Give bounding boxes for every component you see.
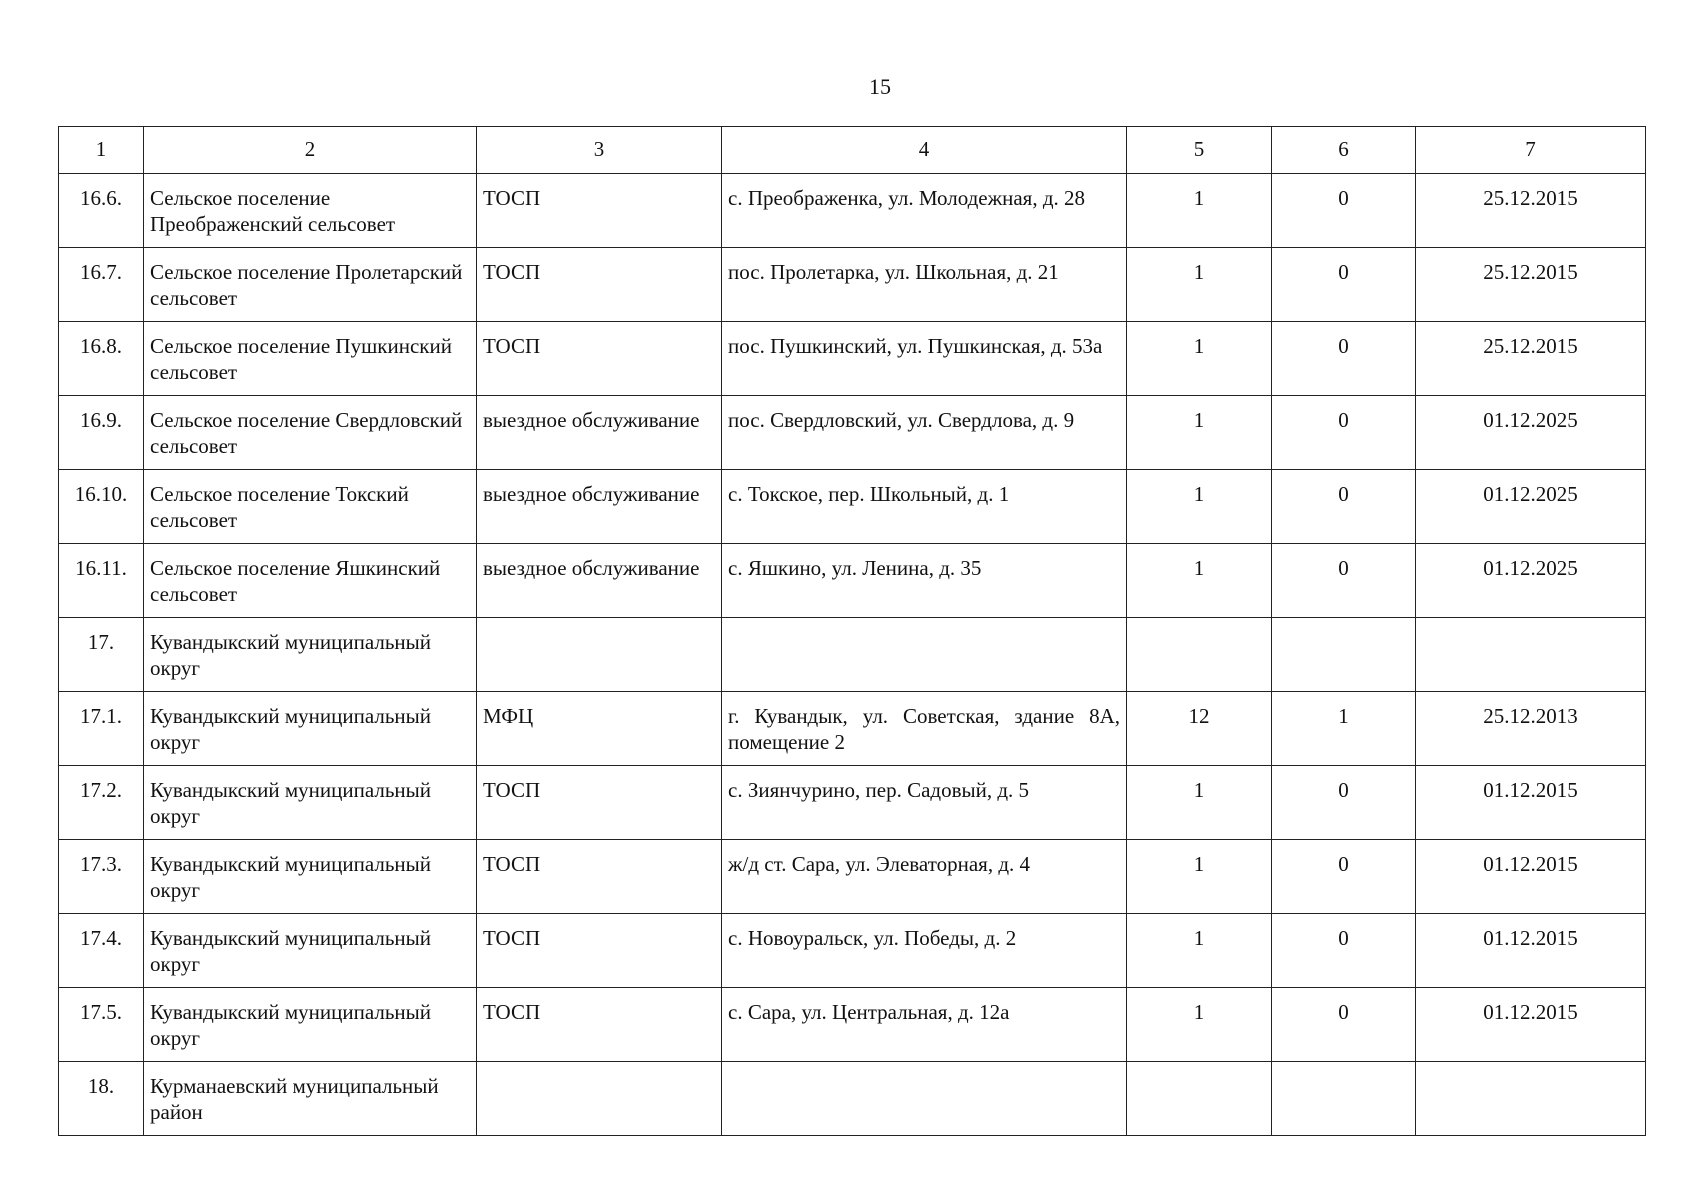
row-number: 17. <box>59 618 144 692</box>
date: 25.12.2015 <box>1416 322 1646 396</box>
column-6-value: 0 <box>1272 766 1416 840</box>
row-number: 16.7. <box>59 248 144 322</box>
row-number: 16.10. <box>59 470 144 544</box>
column-6-value: 0 <box>1272 914 1416 988</box>
table-row <box>59 988 1646 1062</box>
column-header-7: 7 <box>1416 127 1646 174</box>
municipality-name: Сельское поселение Пушкинский сельсовет <box>144 322 477 396</box>
row-number: 17.2. <box>59 766 144 840</box>
column-6-value: 0 <box>1272 544 1416 618</box>
registry-table <box>58 126 1646 1136</box>
municipality-name: Сельское поселение Свердловский сельсовет <box>144 396 477 470</box>
table-row <box>59 396 1646 470</box>
column-6-value: 0 <box>1272 174 1416 248</box>
municipality-name: Кувандыкский муниципальный округ <box>144 766 477 840</box>
table-row <box>59 766 1646 840</box>
service-type: ТОСП <box>477 988 722 1062</box>
service-type <box>477 618 722 692</box>
date: 25.12.2015 <box>1416 248 1646 322</box>
date: 25.12.2013 <box>1416 692 1646 766</box>
service-type: выездное обслуживание <box>477 396 722 470</box>
service-type: ТОСП <box>477 174 722 248</box>
date: 01.12.2015 <box>1416 914 1646 988</box>
address: с. Токское, пер. Школьный, д. 1 <box>722 470 1127 544</box>
service-type: ТОСП <box>477 766 722 840</box>
municipality-name: Кувандыкский муниципальный округ <box>144 840 477 914</box>
table-row <box>59 1062 1646 1136</box>
column-header-4: 4 <box>722 127 1127 174</box>
municipality-name: Кувандыкский муниципальный округ <box>144 618 477 692</box>
column-header-3: 3 <box>477 127 722 174</box>
table-row <box>59 248 1646 322</box>
service-type: ТОСП <box>477 248 722 322</box>
address: с. Новоуральск, ул. Победы, д. 2 <box>722 914 1127 988</box>
address: ж/д ст. Сара, ул. Элеваторная, д. 4 <box>722 840 1127 914</box>
service-type: ТОСП <box>477 840 722 914</box>
column-6-value <box>1272 1062 1416 1136</box>
column-6-value <box>1272 618 1416 692</box>
address: пос. Пушкинский, ул. Пушкинская, д. 53а <box>722 322 1127 396</box>
column-5-value: 1 <box>1127 248 1272 322</box>
column-5-value: 1 <box>1127 470 1272 544</box>
table-row <box>59 618 1646 692</box>
service-type: ТОСП <box>477 322 722 396</box>
column-6-value: 0 <box>1272 248 1416 322</box>
date: 01.12.2015 <box>1416 766 1646 840</box>
column-header-5: 5 <box>1127 127 1272 174</box>
page-number: 15 <box>869 74 891 99</box>
address <box>722 618 1127 692</box>
row-number: 16.11. <box>59 544 144 618</box>
date: 01.12.2015 <box>1416 988 1646 1062</box>
date <box>1416 618 1646 692</box>
row-number: 16.6. <box>59 174 144 248</box>
municipality-name: Сельское поселение Яшкинский сельсовет <box>144 544 477 618</box>
column-5-value: 1 <box>1127 396 1272 470</box>
service-type <box>477 1062 722 1136</box>
column-5-value: 12 <box>1127 692 1272 766</box>
address: с. Сара, ул. Центральная, д. 12а <box>722 988 1127 1062</box>
column-5-value: 1 <box>1127 322 1272 396</box>
table-row <box>59 174 1646 248</box>
column-5-value: 1 <box>1127 988 1272 1062</box>
column-5-value <box>1127 618 1272 692</box>
address: пос. Свердловский, ул. Свердлова, д. 9 <box>722 396 1127 470</box>
address: с. Зиянчурино, пер. Садовый, д. 5 <box>722 766 1127 840</box>
municipality-name: Кувандыкский муниципальный округ <box>144 988 477 1062</box>
service-type: выездное обслуживание <box>477 470 722 544</box>
service-type: выездное обслуживание <box>477 544 722 618</box>
column-6-value: 0 <box>1272 988 1416 1062</box>
address <box>722 1062 1127 1136</box>
row-number: 17.1. <box>59 692 144 766</box>
municipality-name: Курманаевский муниципальный район <box>144 1062 477 1136</box>
table-row <box>59 840 1646 914</box>
column-5-value: 1 <box>1127 840 1272 914</box>
service-type: МФЦ <box>477 692 722 766</box>
table-row <box>59 322 1646 396</box>
row-number: 16.8. <box>59 322 144 396</box>
column-5-value: 1 <box>1127 766 1272 840</box>
table-row <box>59 470 1646 544</box>
column-5-value: 1 <box>1127 174 1272 248</box>
date: 01.12.2025 <box>1416 470 1646 544</box>
table-header-row <box>59 127 1646 174</box>
date: 01.12.2025 <box>1416 396 1646 470</box>
column-6-value: 1 <box>1272 692 1416 766</box>
column-5-value: 1 <box>1127 544 1272 618</box>
service-type: ТОСП <box>477 914 722 988</box>
table-row <box>59 544 1646 618</box>
row-number: 17.3. <box>59 840 144 914</box>
date: 01.12.2025 <box>1416 544 1646 618</box>
municipality-name: Кувандыкский муниципальный округ <box>144 692 477 766</box>
municipality-name: Сельское поселение Токский сельсовет <box>144 470 477 544</box>
column-header-6: 6 <box>1272 127 1416 174</box>
address: г. Кувандык, ул. Советская, здание 8А, помещение 2 <box>722 692 1127 766</box>
date: 25.12.2015 <box>1416 174 1646 248</box>
column-5-value: 1 <box>1127 914 1272 988</box>
column-5-value <box>1127 1062 1272 1136</box>
row-number: 17.5. <box>59 988 144 1062</box>
municipality-name: Сельское поселение Преображенский сельсовет <box>144 174 477 248</box>
date: 01.12.2015 <box>1416 840 1646 914</box>
municipality-name: Сельское поселение Пролетарский сельсовет <box>144 248 477 322</box>
row-number: 16.9. <box>59 396 144 470</box>
row-number: 17.4. <box>59 914 144 988</box>
address: с. Яшкино, ул. Ленина, д. 35 <box>722 544 1127 618</box>
column-header-1: 1 <box>59 127 144 174</box>
date <box>1416 1062 1646 1136</box>
row-number: 18. <box>59 1062 144 1136</box>
column-6-value: 0 <box>1272 396 1416 470</box>
column-6-value: 0 <box>1272 840 1416 914</box>
address: пос. Пролетарка, ул. Школьная, д. 21 <box>722 248 1127 322</box>
column-6-value: 0 <box>1272 470 1416 544</box>
table-row <box>59 914 1646 988</box>
municipality-name: Кувандыкский муниципальный округ <box>144 914 477 988</box>
column-header-2: 2 <box>144 127 477 174</box>
address: с. Преображенка, ул. Молодежная, д. 28 <box>722 174 1127 248</box>
table-row <box>59 692 1646 766</box>
column-6-value: 0 <box>1272 322 1416 396</box>
